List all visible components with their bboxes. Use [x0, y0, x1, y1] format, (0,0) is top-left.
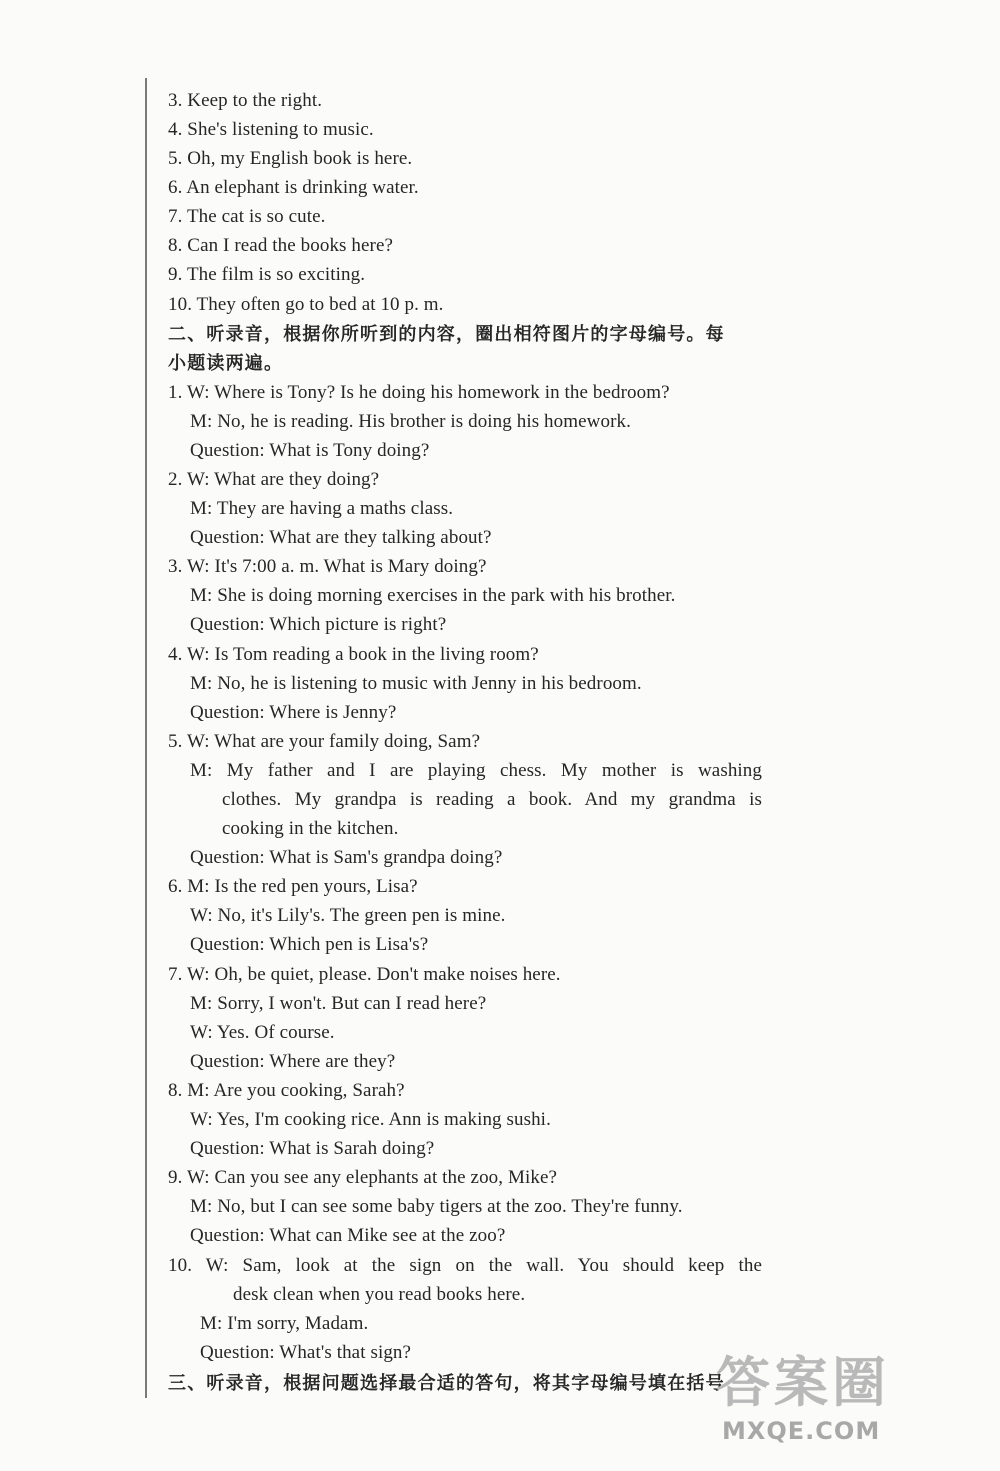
dialogue-8-question: Question: What is Sarah doing? [190, 1138, 435, 1159]
dialogue-10-question: Question: What's that sign? [200, 1342, 412, 1363]
dialogue-7-w: 7. W: Oh, be quiet, please. Don't make noises here. [168, 964, 561, 985]
sentence-7: 7. The cat is so cute. [168, 206, 326, 227]
dialogue-6-question: Question: Which pen is Lisa's? [190, 934, 429, 955]
dialogue-7-m: M: Sorry, I won't. But can I read here? [190, 993, 487, 1014]
margin-rule [145, 78, 147, 1398]
sentence-5: 5. Oh, my English book is here. [168, 148, 413, 169]
dialogue-9-w: 9. W: Can you see any elephants at the zoo, Mike? [168, 1167, 558, 1188]
dialogue-3-m: M: She is doing morning exercises in the park with his brother. [190, 585, 676, 606]
watermark-url: MXQE.COM [722, 1417, 881, 1445]
dialogue-10-w: 10. W: Sam, look at the sign on the wall. You should keep the [168, 1255, 762, 1276]
dialogue-6-m: 6. M: Is the red pen yours, Lisa? [168, 876, 418, 897]
section-2-heading-line2: 小题读两遍。 [168, 353, 284, 374]
dialogue-4-m: M: No, he is listening to music with Jenny in his bedroom. [190, 673, 642, 694]
dialogue-2-question: Question: What are they talking about? [190, 527, 492, 548]
dialogue-5-m: M: My father and I are playing chess. My mother is washing [190, 760, 762, 781]
sentence-8: 8. Can I read the books here? [168, 235, 394, 256]
dialogue-5-question: Question: What is Sam's grandpa doing? [190, 847, 503, 868]
sentence-3: 3. Keep to the right. [168, 90, 323, 111]
dialogue-1-question: Question: What is Tony doing? [190, 440, 430, 461]
section-3-heading: 三、听录音，根据问题选择最合适的答句，将其字母编号填在括号 [168, 1373, 725, 1394]
dialogue-9-m: M: No, but I can see some baby tigers at the zoo. They're funny. [190, 1196, 683, 1217]
dialogue-5-w: 5. W: What are your family doing, Sam? [168, 731, 481, 752]
section-2-heading-line1: 二、听录音，根据你所听到的内容，圈出相符图片的字母编号。每 [168, 324, 725, 345]
dialogue-4-w: 4. W: Is Tom reading a book in the living room? [168, 644, 539, 665]
dialogue-1-m: M: No, he is reading. His brother is doing his homework. [190, 411, 631, 432]
dialogue-10-m: M: I'm sorry, Madam. [200, 1313, 369, 1334]
dialogue-5-m-cont1: clothes. My grandpa is reading a book. And my grandma is [222, 789, 762, 810]
sentence-6: 6. An elephant is drinking water. [168, 177, 419, 198]
dialogue-3-w: 3. W: It's 7:00 a. m. What is Mary doing? [168, 556, 487, 577]
dialogue-10-w-cont: desk clean when you read books here. [233, 1284, 526, 1305]
dialogue-2-m: M: They are having a maths class. [190, 498, 454, 519]
sentence-9: 9. The film is so exciting. [168, 264, 366, 285]
sentence-10: 10. They often go to bed at 10 p. m. [168, 294, 444, 315]
dialogue-6-w: W: No, it's Lily's. The green pen is mine. [190, 905, 506, 926]
dialogue-2-w: 2. W: What are they doing? [168, 469, 380, 490]
dialogue-7-w2: W: Yes. Of course. [190, 1022, 335, 1043]
watermark-logo [716, 1353, 956, 1453]
dialogue-7-question: Question: Where are they? [190, 1051, 396, 1072]
watermark-chars: 答案圈 [716, 1351, 890, 1414]
sentence-4: 4. She's listening to music. [168, 119, 374, 140]
dialogue-5-m-cont2: cooking in the kitchen. [222, 818, 399, 839]
dialogue-1-w: 1. W: Where is Tony? Is he doing his homework in the bedroom? [168, 382, 670, 403]
dialogue-8-w: W: Yes, I'm cooking rice. Ann is making sushi. [190, 1109, 551, 1130]
dialogue-4-question: Question: Where is Jenny? [190, 702, 397, 723]
dialogue-3-question: Question: Which picture is right? [190, 614, 447, 635]
dialogue-9-question: Question: What can Mike see at the zoo? [190, 1225, 506, 1246]
dialogue-8-m: 8. M: Are you cooking, Sarah? [168, 1080, 405, 1101]
